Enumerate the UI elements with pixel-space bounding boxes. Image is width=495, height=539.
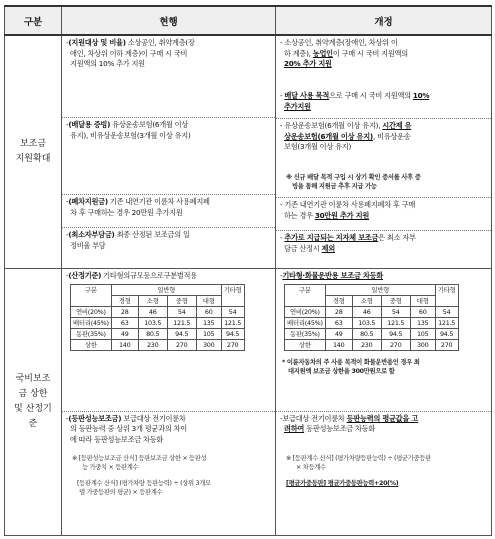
revised-delivery-support: - 배달 사용 목적으로 구매 시 국비 지원액의 10% 추가지원 [280,91,430,111]
text-line: 애인, 차상위 이하 계층)이 구매 시 국비 [70,48,188,58]
revised-support-target: - 소상공인, 취약계층(장애인, 차상위 이 하 계층), 농업인이 구매 시 국비 지원액의 20% 추가 지원 [280,38,408,69]
category-subsidy-expansion [5,35,62,268]
text-span: 기타형의규모등으로구분별적용 [101,270,197,280]
table-row [71,318,245,329]
table-cell: 60 [196,307,221,318]
table-cell: 49 [111,329,138,340]
table-cell: 상한 [285,340,326,351]
farmer-highlight: 농업인 [312,48,333,58]
table-cell: 103.5 [138,318,167,329]
pct10-highlight: 10% [412,91,430,100]
current-min-copay: -(최소자부담금) 최종 산정된 보조금의 일 정비율 부담 [62,227,275,259]
table-cell: 270 [221,340,244,351]
table-row [71,307,245,318]
table-cell: 80.5 [138,329,167,340]
table-cell: 103.5 [352,318,381,329]
text-line: 유지), 비유상운송보험(3개월 이상 유지) [70,130,191,140]
parttime-highlight-2: 상운송보험(6개월 이상 유지) [284,131,373,141]
text-line: × 차등계수 [296,463,326,471]
category-line: 및 산정기 [14,403,52,414]
table-cell: 230 [138,340,167,351]
table-cell: 135 [196,318,221,329]
table-cell: 270 [435,340,458,351]
comparison-document [4,5,491,536]
current-delivery-title: (배달용 증빙) [68,120,111,129]
table-cell: 94.5 [167,329,196,340]
header-revised: 개정 [276,6,492,35]
current-climb-coefficient [62,478,275,499]
table-cell: 60 [410,307,435,318]
revised-climb-formula [276,453,491,478]
text-line: [등판계수 산식] (평가차량 등판능력) ÷ (상위 3개모 [77,479,211,487]
text-span: 담금 산정시 [284,243,322,253]
text-line: 소상공인, 취약계층(장애인, 차상위 이 [284,38,398,47]
table-cell: 54 [381,307,410,318]
text-line: 의 등판능력 중 상위 3개 평균과의 차이 [70,424,187,434]
cell-sub-header: 소형 [138,296,167,307]
revised-min-copay: - 추가로 지급되는 지자체 보조금은 최소 자부 담금 산정시 제외 [276,230,491,262]
table-cell: 140 [325,340,352,351]
table-cell: 270 [167,340,196,351]
table-cell: 121.5 [221,318,244,329]
table-row [285,340,459,351]
header-category: 구분 [5,6,62,35]
revised-climb-subsidy: -보급대상 전기이륜차 등판능력의 평균값을 고 려하여 등판성능보조금 차등화 [276,411,491,453]
text-line: ※ [등판계수 산식] (평가차량등판능력) ÷ (평균가중등판 [286,454,431,462]
header-current: 현행 [62,6,276,35]
table-cell: 105 [196,329,221,340]
category-line: 국비보조 [15,373,51,384]
text-line: [평균가중등판] 평균가중등판능력+20(%) [286,479,399,487]
revised-cell-cap [276,268,492,535]
cell-other-header: 기타형 [435,285,458,307]
text-span: 보급대상 전기이륜차 [121,413,186,423]
text-line: ※ 신규 배달 목적 구입 시 상기 확인 증서를 사후 증 [286,174,421,181]
table-cell: 270 [381,340,410,351]
table-cell: 54 [167,307,196,318]
revised-calc-criteria: -기타형·화물운반용 보조금 차등화 구분 일반형 기타형 경형 소형 중형 대형 연비(20%) 28 46 54 60 54 배터리(45%) 63 103.5 121.5 135 121.5 동판(35%) 49 80.5 94.5 105 94.5 상한 140 230 270 300 270 * 이륜자동차의 주 사용 목적이 화물운반용인 경우 최 대지원액 보조금 상한을 300만원으로 함 [276,269,491,411]
revised-scrap-subsidy: - 기존 내연기관 이륜차 사용폐지폐차 후 구매 하는 경우 30만원 추가 지원 [280,200,416,220]
current-copay-title: (최소자부담금) [68,230,115,239]
table-cell: 동판(35%) [285,329,326,340]
comparison-table [4,5,492,536]
cell-kind-header: 구분 [285,285,326,307]
table-cell: 140 [111,340,138,351]
revised-cargo-note [280,357,487,378]
category-line: 지원확대 [15,153,51,164]
revised-calc-title: 기타형·화물운반용 보조금 차등화 [282,270,384,280]
current-delivery-proof: -(배달용 증빙) 유상운송보험(6개월 이상 유지), 비유상운송보험(3개월 이상 유지) [62,117,275,194]
revised-cell [276,35,492,268]
text-line: 델 가중등판의 평균) × 등판계수 [79,488,163,496]
table-cell: 230 [352,340,381,351]
table-cell: 연비(20%) [71,307,112,318]
table-cell: 121.5 [381,318,410,329]
table-cell: 54 [221,307,244,318]
table-cell: 28 [325,307,352,318]
text-span: 으로 구매 시 국비 지원액의 [329,91,413,100]
table-cell: 300 [410,340,435,351]
table-cell: 63 [111,318,138,329]
text-span: 보급대상 전기이륜차 [282,413,347,423]
table-cell: 동판(35%) [71,329,112,340]
table-cell: 연비(20%) [285,307,326,318]
text-span: 하 계층), [284,48,313,58]
local-subsidy-highlight: 추가로 지급되는 지자체 보조금 [284,233,379,242]
table-cell: 배터리(45%) [285,318,326,329]
category-line: 보조금 [19,138,47,149]
current-climb-formula [62,453,275,478]
text-line: * 이륜자동차의 주 사용 목적이 화물운반용인 경우 최 [282,359,420,367]
row-subsidy-cap [5,268,492,535]
table-cell: 94.5 [381,329,410,340]
text-span: 등판성능보조금 차등화 [304,424,376,434]
cell-general-header: 일반형 [111,285,221,296]
current-cell-cap [62,268,276,535]
text-line: 유상운송보험(6개월 이상 [110,120,189,129]
text-line: 소상공인, 취약계층(장 [125,38,195,47]
current-calc-title: (산정기준) [68,270,102,280]
cell-sub-header: 대형 [196,296,221,307]
text-line: 정비율 부담 [70,240,106,250]
table-row [285,318,459,329]
30man-highlight: 30만원 추가 지원 [314,210,370,220]
cell-sub-header: 경형 [325,296,352,307]
category-line: 금 상한 [18,388,48,399]
cell-sub-header: 대형 [410,296,435,307]
current-support-title: (지원대상 및 비율) [68,38,126,47]
climb-average-highlight: 등판능력의 평균값을 고 [346,413,419,423]
text-line: 에 따라 등판성능보조금 차등화 [70,434,164,444]
category-line: 준 [28,418,38,429]
exclude-highlight: 제외 [321,243,335,253]
table-cell: 300 [196,340,221,351]
current-cell [62,35,276,268]
table-cell: 94.5 [435,329,458,340]
cell-sub-header: 경형 [111,296,138,307]
current-support-target: -(지원대상 및 비율) 소상공인, 취약계층(장 애인, 차상위 이하 계층)이 구매 시 국비 지원액의 10% 추가 지원 [62,36,275,117]
text-line: 대지원액 보조금 상한을 300만원으로 함 [288,368,395,376]
text-line: 차 후 구매하는 경우 20만원 추가지원 [70,207,183,217]
parttime-highlight: 시간제 유 [382,121,412,130]
pct20-highlight: 20% 추가 지원 [284,59,332,69]
table-cell: 80.5 [352,329,381,340]
cell-kind-header: 구분 [71,285,112,307]
table-row [71,329,245,340]
text-line: 빙을 통해 지원금 추후 지급 가능 [292,183,377,190]
revised-delivery-note [276,172,491,198]
revised-cap-table [284,284,459,351]
table-cell: 121.5 [167,318,196,329]
table-row [71,340,245,351]
table-cell: 121.5 [435,318,458,329]
extra-support-highlight: 추가지원 [284,101,311,111]
table-row [285,329,459,340]
text-line: 보험(3개월 이상 유지) [284,142,352,152]
text-line: ※ [등판성능보조금 산식] 등판보조금 상한 × 등판성 [72,454,207,462]
text-span: , 비유상운송 [372,131,411,141]
table-row [285,307,459,318]
current-climb-subsidy: -(등판성능보조금) 보급대상 전기이륜차 의 등판능력 중 상위 3개 평균과의 차이 에 따라 등판성능보조금 차등화 [62,411,275,453]
table-cell: 배터리(45%) [71,318,112,329]
current-climb-title: (등판성능보조금) [68,413,122,423]
row-subsidy-expansion [5,35,492,268]
revised-delivery-proof: - 유상운송보험(6개월 이상 유지), 시간제 유 상운송보험(6개월 이상 유지), 비유상운송 보험(3개월 이상 유지) [276,118,491,172]
table-cell: 46 [138,307,167,318]
cell-sub-header: 중형 [381,296,410,307]
category-subsidy-cap [5,268,62,535]
text-line: 기존 내연기관 이륜차 사용폐지폐차 후 구매 [284,200,416,209]
text-line: 지원액의 10% 추가 지원 [70,59,145,69]
text-line: 능 가중치 × 등판계수 [82,463,139,471]
revised-weighted-average [276,478,491,490]
climb-average-highlight-2: 려하여 [284,424,305,434]
table-cell: 105 [410,329,435,340]
text-span: 이 구매 시 국비 지원액의 [332,48,408,58]
current-scrap-subsidy: -(폐차지원금) 기존 내연기관 이륜차 사용폐지폐 차 후 구매하는 경우 20만원 추가지원 [62,194,275,227]
table-cell: 46 [352,307,381,318]
cell-sub-header: 중형 [167,296,196,307]
delivery-purpose-highlight: 배달 사용 목적 [284,91,330,100]
table-cell: 54 [435,307,458,318]
current-calc-criteria: -(산정기준) 기타형의규모등으로구분별적용 구분 일반형 기타형 경형 소형 중형 대형 연비(20%) 28 46 54 60 54 배터리(45%) 63 103.5 121.5 135 121.5 동판(35%) 49 80.5 94.5 105 94.5 상한 140 230 270 300 270 [62,269,275,411]
cell-sub-header: 소형 [352,296,381,307]
table-cell: 49 [325,329,352,340]
table-cell: 94.5 [221,329,244,340]
table-cell: 28 [111,307,138,318]
table-cell: 135 [410,318,435,329]
current-scrap-title: (폐차지원금) [68,197,108,206]
current-cap-table [70,284,245,351]
table-cell: 63 [325,318,352,329]
text-span: 하는 경우 [284,210,315,220]
text-line: 기존 내연기관 이륜차 사용폐지폐 [107,197,210,206]
header-row [5,6,492,35]
text-line: 최종 산정된 보조금의 일 [114,230,190,239]
text-span: 은 최소 자부 [378,233,416,242]
text-span: 유상운송보험(6개월 이상 유지), [284,121,383,130]
cell-other-header: 기타형 [221,285,244,307]
cell-general-header: 일반형 [325,285,435,296]
table-cell: 상한 [71,340,112,351]
